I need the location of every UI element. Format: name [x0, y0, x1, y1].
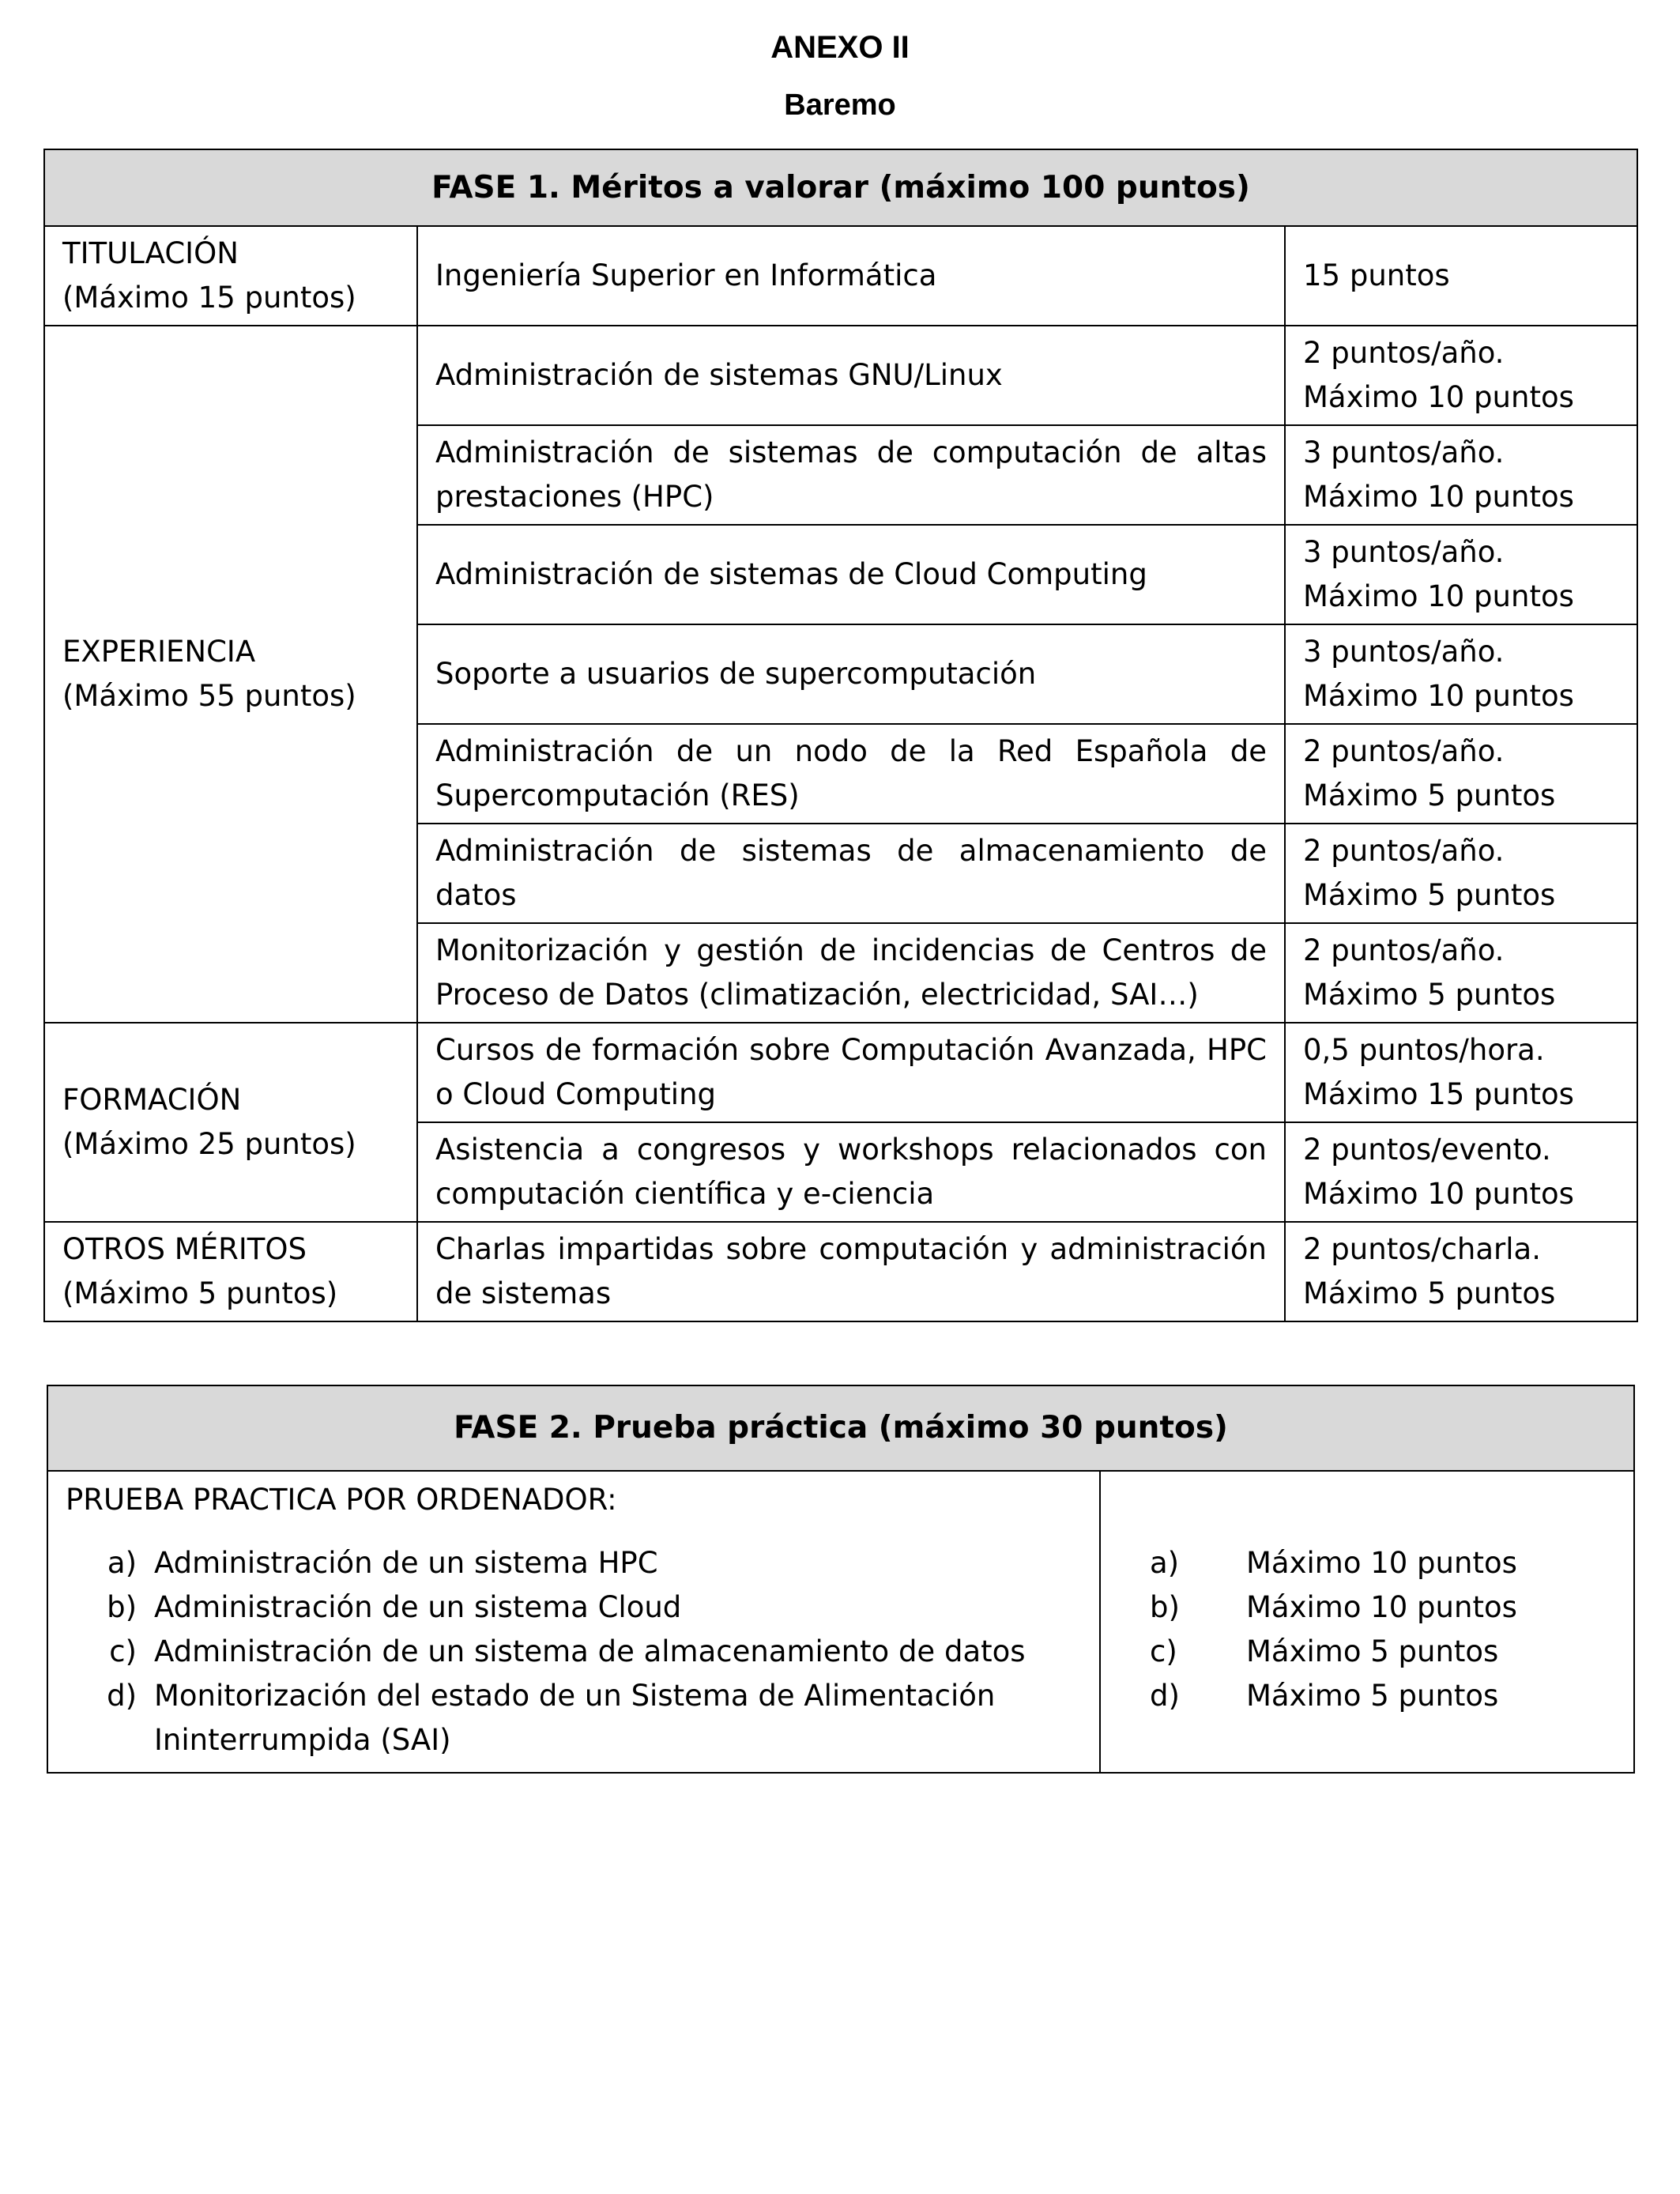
score-rate: 3 puntos/año.: [1303, 535, 1505, 569]
category-max: (Máximo 25 puntos): [62, 1127, 356, 1161]
score-rate: 2 puntos/año.: [1303, 933, 1505, 967]
phase2-task-list: [66, 1541, 1082, 1762]
score-text: Máximo 5 puntos: [1246, 1634, 1499, 1668]
merit-row: [44, 1222, 1637, 1321]
score-text: Máximo 10 puntos: [1246, 1590, 1517, 1624]
merit-score: [1285, 226, 1637, 326]
phase1-title: FASE 1. Méritos a valorar (máximo 100 puntos): [44, 149, 1637, 226]
score-rate: 2 puntos/año.: [1303, 834, 1505, 868]
task-letter: b): [107, 1590, 137, 1624]
practical-task: [66, 1585, 1082, 1630]
merit-score: [1285, 1122, 1637, 1222]
merit-row: [44, 326, 1637, 425]
merit-category: [44, 1023, 417, 1222]
task-letter: c): [109, 1634, 137, 1668]
task-letter: d): [107, 1679, 137, 1713]
merit-row: [44, 1023, 1637, 1122]
merit-score: [1285, 624, 1637, 724]
score-rate: 15 puntos: [1303, 258, 1450, 292]
phase1-table-body: [44, 149, 1637, 1321]
score-rate: 3 puntos/año.: [1303, 435, 1505, 469]
score-max: Máximo 10 puntos: [1303, 579, 1574, 613]
merit-score: [1285, 1222, 1637, 1321]
phase2-score-list: [1118, 1541, 1616, 1718]
merit-score: [1285, 525, 1637, 624]
merit-category: [44, 1222, 417, 1321]
task-text: Administración de un sistema Cloud: [154, 1590, 682, 1624]
score-max: Máximo 5 puntos: [1303, 978, 1556, 1012]
merit-category: [44, 326, 417, 1023]
phase2-header-row: [47, 1385, 1634, 1471]
category-max: (Máximo 55 puntos): [62, 679, 356, 713]
phase2-heading: PRUEBA PRACTICA POR ORDENADOR:: [66, 1483, 617, 1517]
score-max: Máximo 15 puntos: [1303, 1077, 1574, 1111]
merit-score: [1285, 425, 1637, 525]
category-max: (Máximo 15 puntos): [62, 281, 356, 315]
phase2-table: [47, 1385, 1635, 1774]
score-max: Máximo 10 puntos: [1303, 480, 1574, 514]
score-text: Máximo 5 puntos: [1246, 1679, 1499, 1713]
score-letter: b): [1150, 1590, 1180, 1624]
category-name: TITULACIÓN: [62, 236, 239, 270]
merit-description: Administración de sistemas de almacenamiento de datos: [417, 824, 1285, 923]
practical-score: [1118, 1674, 1616, 1718]
phase2-scores-cell: [1100, 1471, 1634, 1773]
score-max: Máximo 5 puntos: [1303, 1276, 1556, 1310]
merit-description: Charlas impartidas sobre computación y administración de sistemas: [417, 1222, 1285, 1321]
annex-subtitle: Baremo: [784, 89, 896, 122]
score-letter: c): [1150, 1634, 1177, 1668]
score-max: Máximo 10 puntos: [1303, 380, 1574, 414]
merit-description: Cursos de formación sobre Computación Avanzada, HPC o Cloud Computing: [417, 1023, 1285, 1122]
merit-description: Administración de sistemas de Cloud Computing: [417, 525, 1285, 624]
score-max: Máximo 5 puntos: [1303, 778, 1556, 812]
score-rate: 0,5 puntos/hora.: [1303, 1033, 1545, 1067]
practical-task: [66, 1630, 1082, 1674]
merit-description: Administración de sistemas GNU/Linux: [417, 326, 1285, 425]
phase2-content-row: [47, 1471, 1634, 1773]
score-max: Máximo 10 puntos: [1303, 1177, 1574, 1211]
score-rate: 2 puntos/evento.: [1303, 1133, 1551, 1167]
phase1-header-row: [44, 149, 1637, 226]
task-text: Administración de un sistema HPC: [154, 1546, 658, 1580]
merit-description: Monitorización y gestión de incidencias de Centros de Proceso de Datos (climatización, electricidad, SAI…): [417, 923, 1285, 1023]
practical-score: [1118, 1585, 1616, 1630]
task-letter: a): [107, 1546, 137, 1580]
annex-title: ANEXO II: [770, 30, 910, 65]
category-name: EXPERIENCIA: [62, 635, 256, 669]
score-text: Máximo 10 puntos: [1246, 1546, 1517, 1580]
score-letter: d): [1150, 1679, 1180, 1713]
merit-description: Soporte a usuarios de supercomputación: [417, 624, 1285, 724]
score-rate: 2 puntos/charla.: [1303, 1232, 1541, 1266]
merit-description: Administración de sistemas de computación de altas prestaciones (HPC): [417, 425, 1285, 525]
category-name: FORMACIÓN: [62, 1083, 242, 1117]
merit-score: [1285, 824, 1637, 923]
merit-row: [44, 226, 1637, 326]
merit-score: [1285, 1023, 1637, 1122]
merit-score: [1285, 326, 1637, 425]
score-letter: a): [1150, 1546, 1180, 1580]
merit-category: [44, 226, 417, 326]
merit-score: [1285, 724, 1637, 824]
category-max: (Máximo 5 puntos): [62, 1276, 338, 1310]
merit-description: Asistencia a congresos y workshops relacionados con computación científica y e-ciencia: [417, 1122, 1285, 1222]
practical-task: [66, 1674, 1082, 1762]
practical-score: [1118, 1630, 1616, 1674]
score-rate: 2 puntos/año.: [1303, 336, 1505, 370]
score-max: Máximo 10 puntos: [1303, 679, 1574, 713]
category-name: OTROS MÉRITOS: [62, 1232, 307, 1266]
practical-score: [1118, 1541, 1616, 1585]
phase2-tasks-cell: [47, 1471, 1100, 1773]
score-rate: 2 puntos/año.: [1303, 734, 1505, 768]
phase2-title: FASE 2. Prueba práctica (máximo 30 puntos): [47, 1385, 1634, 1471]
score-max: Máximo 5 puntos: [1303, 878, 1556, 912]
merit-score: [1285, 923, 1637, 1023]
task-text: Administración de un sistema de almacenamiento de datos: [154, 1634, 1026, 1668]
task-text: Monitorización del estado de un Sistema de Alimentación Ininterrumpida (SAI): [154, 1679, 996, 1757]
score-rate: 3 puntos/año.: [1303, 635, 1505, 669]
practical-task: [66, 1541, 1082, 1585]
phase1-table: [43, 149, 1638, 1322]
merit-description: Administración de un nodo de la Red Española de Supercomputación (RES): [417, 724, 1285, 824]
merit-description: Ingeniería Superior en Informática: [417, 226, 1285, 326]
